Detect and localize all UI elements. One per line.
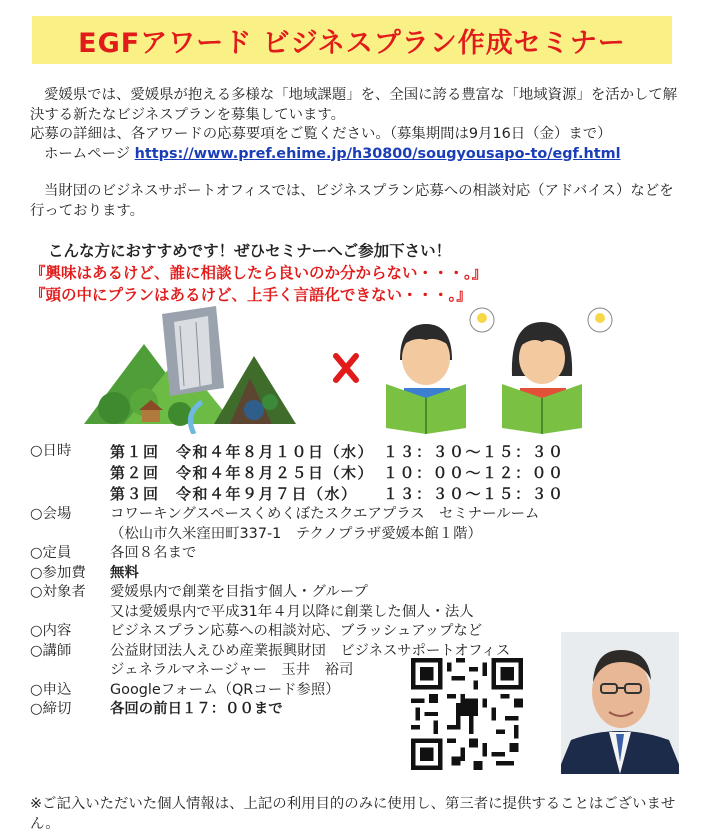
target-line-2: 又は愛媛県内で平成31年４月以降に創業した個人・法人 <box>110 603 474 620</box>
lecturer-photo <box>561 632 679 774</box>
recommend-quote-1: 『興味はあるけど、誰に相談したら良いのか分からない・・・。』 <box>30 264 488 282</box>
application-details-text: 応募の詳細は、各アワードの応募要項をご覧ください。（募集期間は9月16日（金）まで） <box>30 126 612 142</box>
support-text: 当財団のビジネスサポートオフィスでは、ビジネスプラン応募への相談対応（アドバイス）などを行っております。 <box>30 183 674 219</box>
fee-value: 無料 <box>110 564 139 581</box>
venue-label: ○会場 <box>30 506 72 522</box>
content-label: ○内容 <box>30 623 72 639</box>
illustration <box>84 306 624 434</box>
lecturer-name: ジェネラルマネージャー 玉井 裕司 <box>110 662 354 678</box>
date-row <box>30 442 590 505</box>
deadline-label: ○締切 <box>30 701 72 717</box>
woman-reading-icon <box>502 308 612 434</box>
recommend-section <box>30 240 678 306</box>
deadline-value: 各回の前日１７：００まで <box>110 701 283 717</box>
capacity-value: 各回８名まで <box>110 545 197 561</box>
recommend-heading: こんな方におすすめです！ぜひセミナーへご参加下さい！ <box>48 242 452 260</box>
apply-value: Googleフォーム（QRコード参照） <box>110 681 340 698</box>
recommend-quote-2: 『頭の中にプランはあるけど、上手く言語化できない・・・。』 <box>30 286 472 304</box>
title-banner <box>32 16 672 64</box>
lecturer-org: 公益財団法人えひめ産業振興財団 ビジネスサポートオフィス <box>110 642 511 659</box>
target-label: ○対象者 <box>30 584 86 600</box>
session-1: 第１回 令和４年８月１０日（水） １３：３０～１５：３０ <box>110 443 565 461</box>
apply-label: ○申込 <box>30 681 72 698</box>
content-row <box>30 622 590 642</box>
session-2: 第２回 令和４年８月２５日（木） １０：００～１２：００ <box>110 464 565 482</box>
session-3: 第３回 令和４年９月７日（水） １３：３０～１５：３０ <box>110 485 565 503</box>
man-reading-icon <box>386 308 494 434</box>
content-value: ビジネスプラン応募への相談対応、ブラッシュアップなど <box>110 623 483 639</box>
privacy-note: ※ご記入いただいた個人情報は、上記の利用目的のみに使用し、第三者に提供することはございません。 <box>30 796 676 832</box>
town-illustration-icon <box>84 306 296 434</box>
target-line-1: 愛媛県内で創業を目指す個人・グループ <box>110 584 368 600</box>
fee-label: ○参加費 <box>30 564 86 581</box>
homepage-label: ホームページ <box>44 145 131 162</box>
date-label: ○日時 <box>30 443 72 459</box>
venue-address: （松山市久米窪田町337-1 テクノプラザ愛媛本館１階） <box>110 525 482 542</box>
page-title: EGFアワード ビジネスプラン作成セミナー <box>78 27 626 59</box>
capacity-label: ○定員 <box>30 545 72 561</box>
venue-row <box>30 505 590 544</box>
qr-code-icon[interactable] <box>411 658 523 770</box>
homepage-line <box>30 145 678 165</box>
target-row <box>30 583 590 622</box>
homepage-link[interactable]: https://www.pref.ehime.jp/h30800/sougyousapo-to/egf.html <box>134 145 621 162</box>
capacity-row <box>30 544 590 564</box>
lecturer-label: ○講師 <box>30 642 72 659</box>
fee-row <box>30 564 590 584</box>
intro-paragraph <box>30 86 678 164</box>
intro-text: 愛媛県では、愛媛県が抱える多様な「地域課題」を、全国に誇る豊富な「地域資源」を活かして解決する新たなビジネスプランを募集しています。 <box>30 87 678 123</box>
times-mark <box>336 356 356 380</box>
venue-name: コワーキングスペースくめくぼたスクエアプラス セミナールーム <box>110 506 540 522</box>
